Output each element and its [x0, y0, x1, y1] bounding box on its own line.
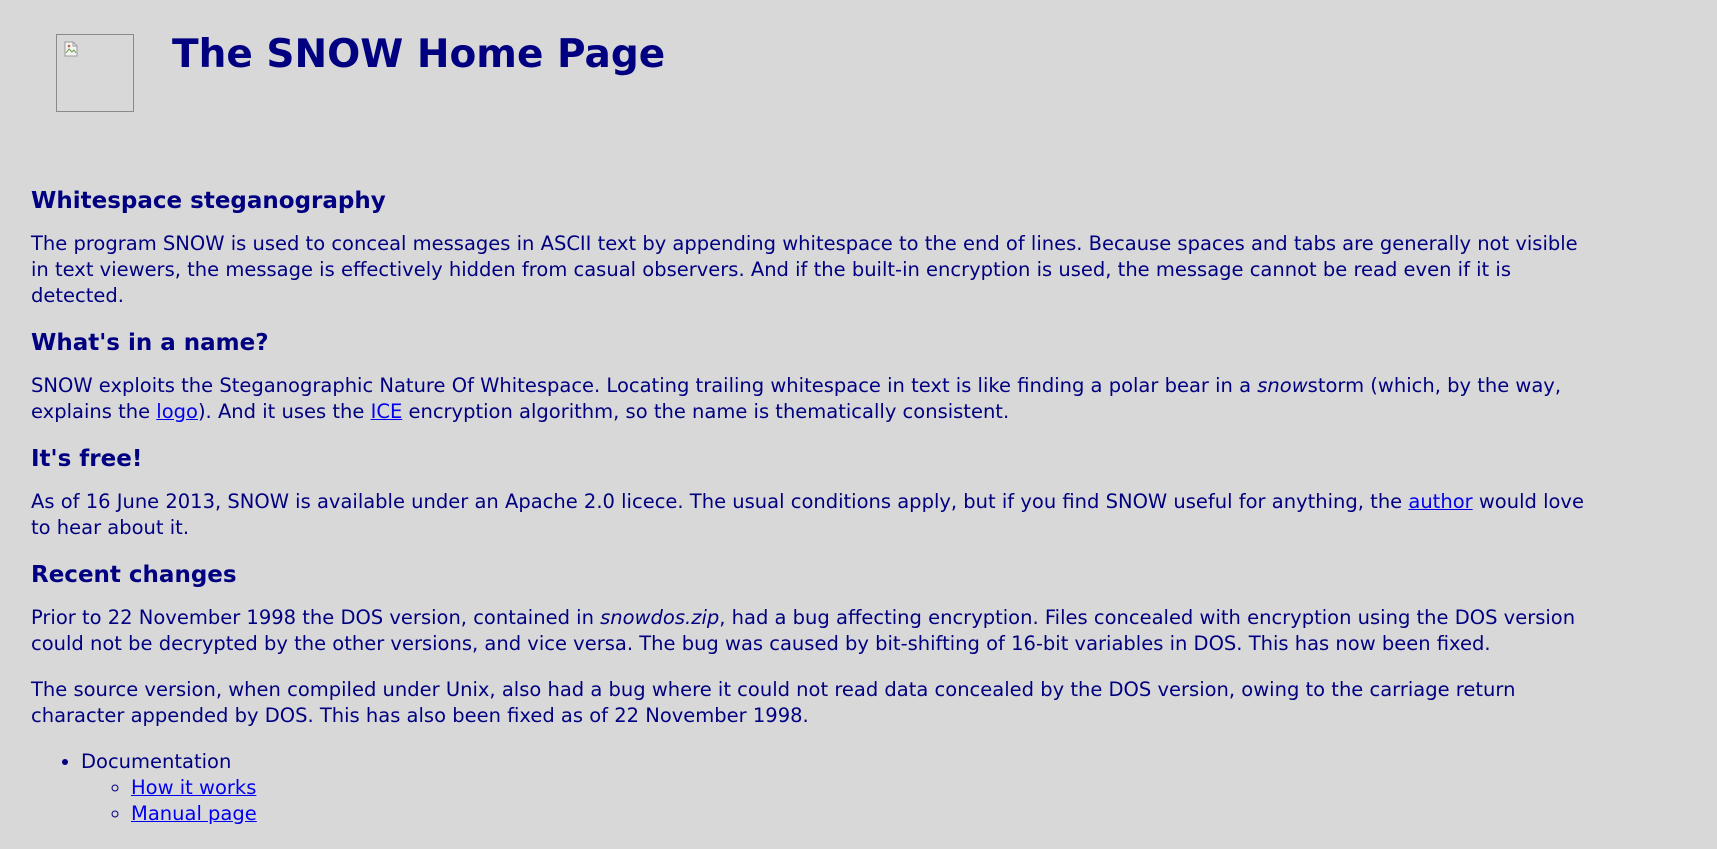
text: As of 16 June 2013, SNOW is available under an Apache 2.0 licece. The usual conditions apply, but if you find SNOW useful for anything, the [31, 489, 1409, 513]
heading-whats-in-a-name: What's in a name? [31, 329, 269, 356]
author-link[interactable]: author [1408, 489, 1473, 513]
paragraph-name [31, 373, 1591, 425]
page-title: The SNOW Home Page [172, 32, 666, 77]
broken-image-icon [64, 41, 78, 57]
text: ). And it uses the [197, 399, 371, 423]
main-content [31, 187, 1591, 827]
heading-its-free: It's free! [31, 445, 143, 472]
documentation-label: Documentation [81, 749, 232, 773]
documentation-sublist [81, 775, 1591, 827]
manual-page-link[interactable]: Manual page [131, 801, 257, 825]
paragraph-free [31, 489, 1591, 541]
paragraph-whitespace: The program SNOW is used to conceal messages in ASCII text by appending whitespace to the end of lines. Because spaces and tabs are generally not visible in text viewers, the message is effectively hidden from casual observers. And if the built-in encryption is used, the message cannot be read even if it is detected. [31, 231, 1578, 307]
text: would love to hear about it. [31, 489, 1584, 539]
text: storm (which, by the way, explains the [31, 373, 1562, 423]
list-item [131, 775, 1591, 801]
header [56, 34, 1456, 114]
ice-link[interactable]: ICE [370, 399, 403, 423]
heading-recent-changes: Recent changes [31, 561, 237, 588]
paragraph-changes-dos [31, 605, 1591, 657]
text: , had a bug affecting encryption. Files concealed with encryption using the DOS version could not be decrypted by the other versions, and vice versa. The bug was caused by bit-shifting of 16-bit variables in DOS. This has now been fixed. [31, 605, 1576, 655]
list-item [131, 801, 1591, 827]
documentation-list [31, 749, 1591, 827]
logo-image [56, 34, 134, 112]
list-item-documentation [81, 749, 1591, 827]
text: SNOW exploits the Steganographic Nature Of Whitespace. Locating trailing whitespace in text is like finding a polar bear in a [31, 373, 1258, 397]
emphasis-snowdos-zip: snowdos.zip [600, 605, 720, 629]
paragraph-changes-unix: The source version, when compiled under Unix, also had a bug where it could not read data concealed by the DOS version, owing to the carriage return character appended by DOS. This has also been fixed as of 22 November 1998. [31, 677, 1516, 727]
text: encryption algorithm, so the name is thematically consistent. [402, 399, 1010, 423]
logo-link[interactable]: logo [156, 399, 198, 423]
emphasis-snow: snow [1257, 373, 1308, 397]
text: Prior to 22 November 1998 the DOS version, contained in [31, 605, 601, 629]
heading-whitespace-steganography: Whitespace steganography [31, 188, 386, 214]
how-it-works-link[interactable]: How it works [131, 775, 257, 799]
